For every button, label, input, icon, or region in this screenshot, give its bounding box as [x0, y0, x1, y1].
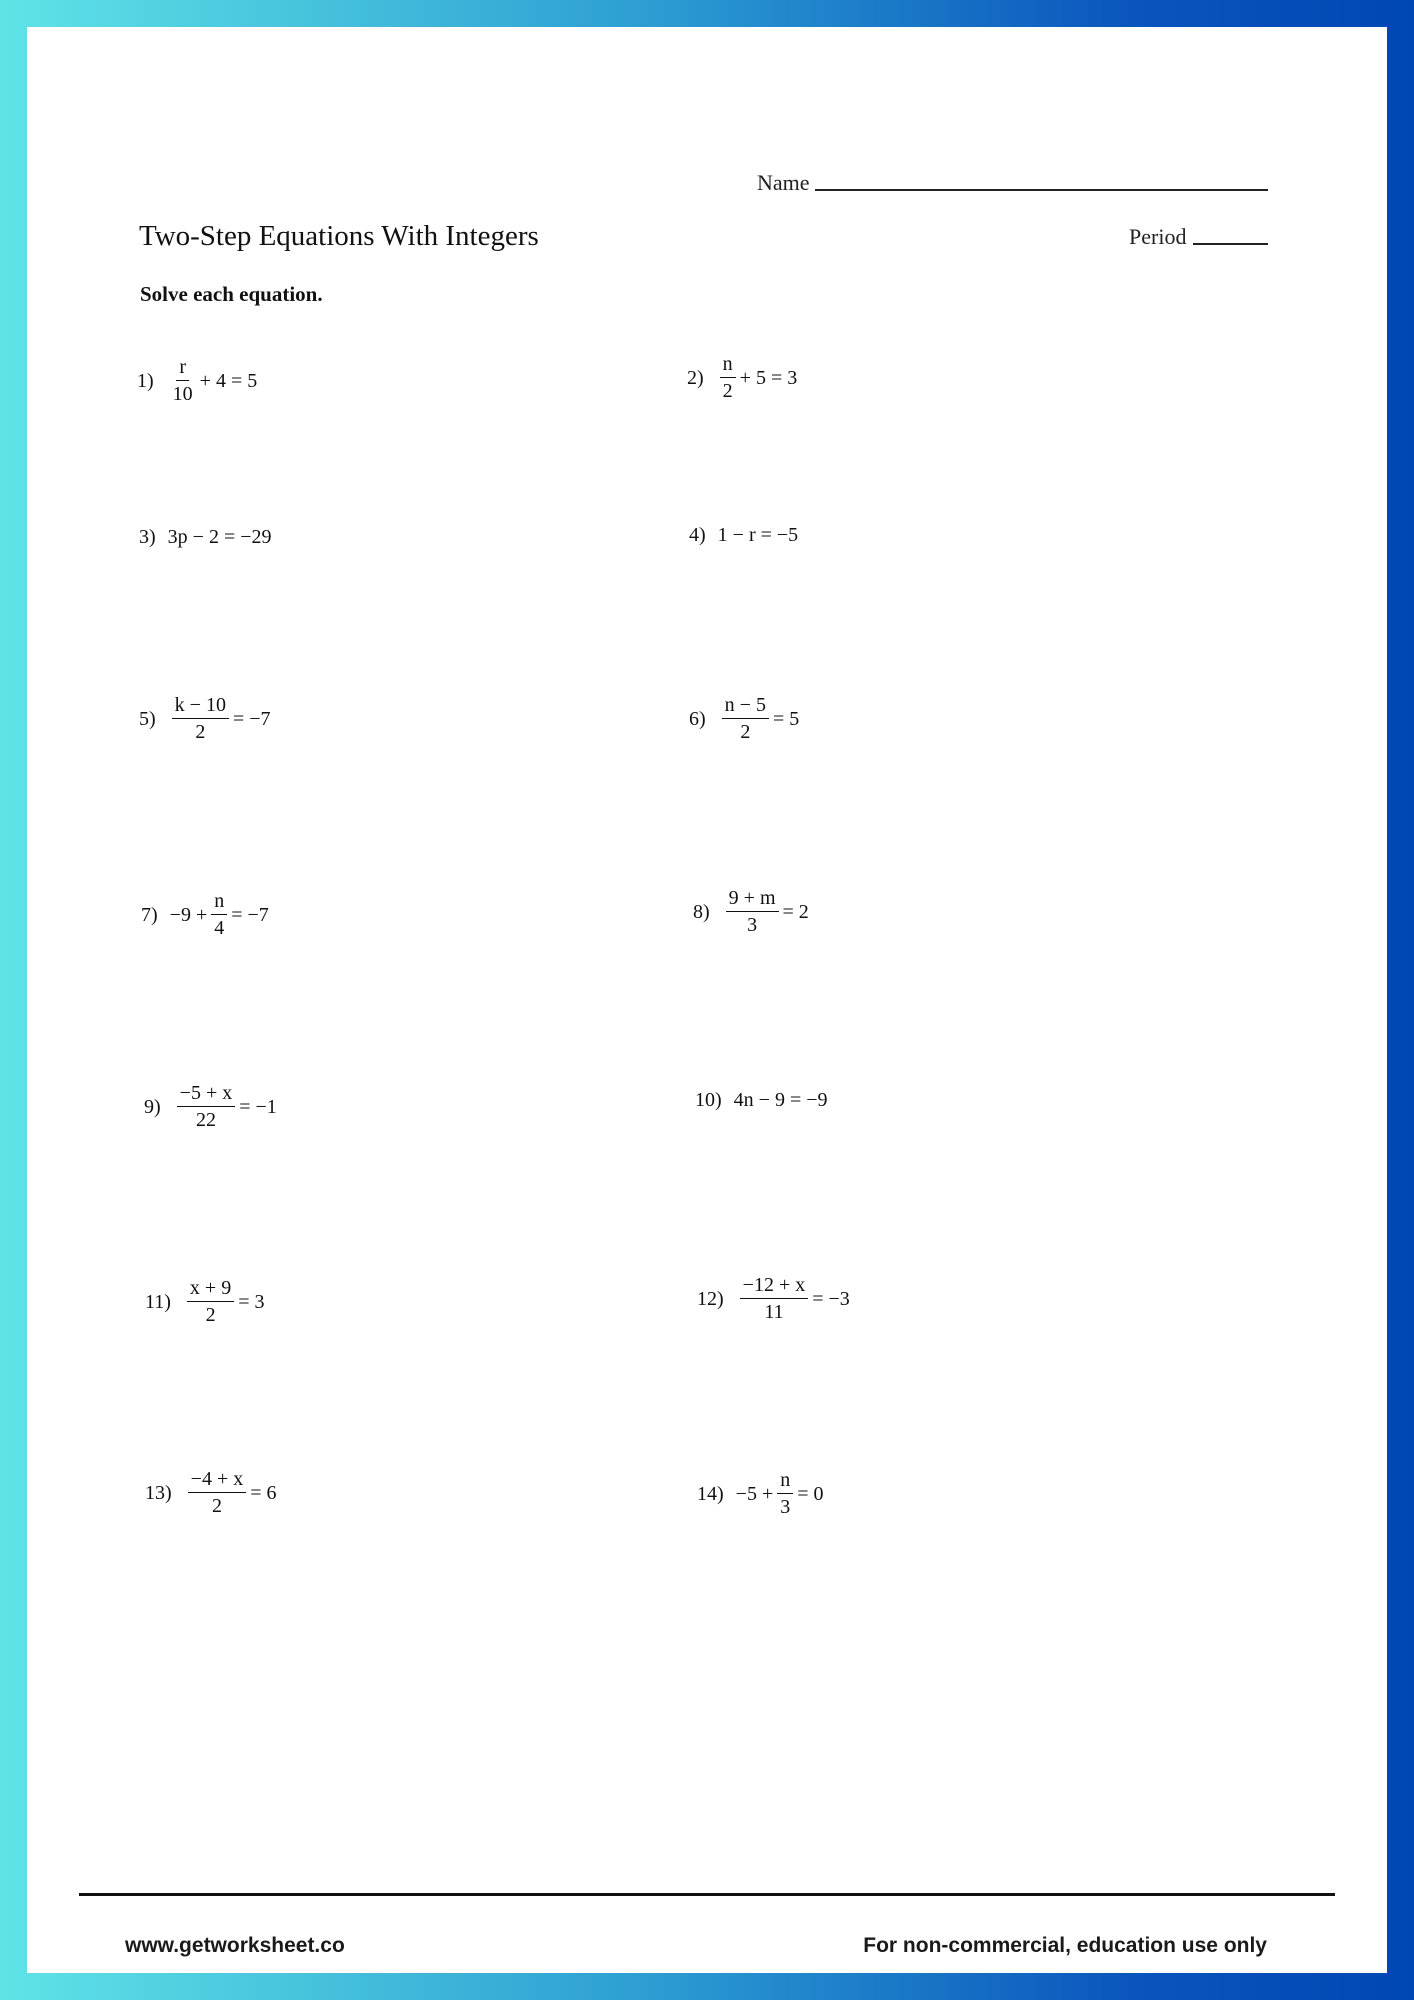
fraction: [722, 695, 769, 742]
problem-number: 12): [697, 1287, 724, 1310]
period-line: [1193, 243, 1268, 245]
problem-4: [689, 525, 798, 545]
problem-number: 3): [139, 526, 156, 548]
equation-start: −5 +: [735, 1482, 774, 1505]
numerator: n: [211, 891, 227, 915]
fraction: [740, 1275, 809, 1322]
denominator: 3: [780, 1496, 791, 1518]
problem-number: 4): [689, 524, 706, 546]
fraction: [777, 1470, 793, 1517]
problem-number: 7): [141, 903, 158, 926]
denominator: 22: [195, 1109, 216, 1131]
equation-rest: = 6: [250, 1481, 277, 1504]
problem-1: [137, 357, 257, 404]
numerator: r: [176, 357, 189, 381]
page-title: Two-Step Equations With Integers: [139, 220, 539, 252]
problem-number: 6): [689, 707, 706, 730]
equation: 4n − 9 = −9: [733, 1089, 828, 1111]
numerator: n: [720, 354, 736, 378]
problem-11: [145, 1278, 264, 1325]
problem-9: [144, 1083, 277, 1130]
numerator: −4 + x: [188, 1469, 247, 1493]
equation-rest: = −3: [812, 1287, 850, 1310]
problem-8: [693, 888, 809, 935]
fraction: [726, 888, 779, 935]
equation-rest: + 5 = 3: [739, 366, 798, 389]
name-line: [815, 189, 1268, 191]
numerator: k − 10: [172, 695, 229, 719]
problem-14: [697, 1470, 824, 1517]
denominator: 2: [205, 1304, 216, 1326]
equation-rest: + 4 = 5: [199, 369, 258, 392]
numerator: 9 + m: [726, 888, 779, 912]
problem-number: 11): [145, 1290, 171, 1313]
denominator: 2: [211, 1495, 222, 1517]
problem-number: 2): [687, 366, 704, 389]
fraction: [187, 1278, 234, 1325]
equation-rest: = −1: [239, 1095, 277, 1118]
worksheet-page: [27, 27, 1387, 1973]
problem-number: 1): [137, 369, 154, 392]
equation: 3p − 2 = −29: [167, 526, 272, 548]
fraction: [172, 695, 229, 742]
denominator: 4: [214, 917, 225, 939]
fraction: [188, 1469, 247, 1516]
problem-10: [695, 1090, 828, 1110]
problem-3: [139, 527, 272, 547]
equation-rest: = 3: [238, 1290, 265, 1313]
fraction: [211, 891, 227, 938]
numerator: −5 + x: [177, 1083, 236, 1107]
numerator: x + 9: [187, 1278, 234, 1302]
equation-rest: = 0: [797, 1482, 824, 1505]
numerator: −12 + x: [740, 1275, 809, 1299]
footer-divider: [79, 1893, 1335, 1896]
name-label: Name: [757, 170, 810, 195]
problem-6: [689, 695, 799, 742]
problem-number: 13): [145, 1481, 172, 1504]
problem-number: 10): [695, 1089, 722, 1111]
problem-13: [145, 1469, 277, 1516]
equation-rest: = 2: [782, 900, 809, 923]
footer-website: www.getworksheet.co: [125, 1934, 345, 1957]
fraction: [720, 354, 736, 401]
instructions: Solve each equation.: [140, 282, 323, 306]
equation-rest: = 5: [772, 707, 800, 730]
problem-number: 14): [697, 1482, 724, 1505]
denominator: 2: [195, 721, 206, 743]
numerator: n: [777, 1470, 793, 1494]
denominator: 11: [764, 1301, 784, 1323]
denominator: 3: [747, 914, 758, 936]
denominator: 10: [172, 383, 193, 405]
problem-5: [139, 695, 271, 742]
denominator: 2: [740, 721, 751, 743]
equation-rest: = −7: [231, 903, 269, 926]
problem-12: [697, 1275, 850, 1322]
numerator: n − 5: [722, 695, 769, 719]
problem-number: 8): [693, 900, 710, 923]
problem-2: [687, 354, 797, 401]
problem-7: [141, 891, 269, 938]
fraction: [170, 357, 196, 404]
period-label: Period: [1129, 224, 1187, 249]
equation: 1 − r = −5: [717, 524, 799, 546]
denominator: 2: [722, 380, 733, 402]
footer-notice: For non-commercial, education use only: [863, 1934, 1267, 1957]
equation-rest: = −7: [232, 707, 271, 730]
problem-number: 9): [144, 1095, 161, 1118]
equation-start: −9 +: [169, 903, 208, 926]
fraction: [177, 1083, 236, 1130]
problem-number: 5): [139, 707, 156, 730]
